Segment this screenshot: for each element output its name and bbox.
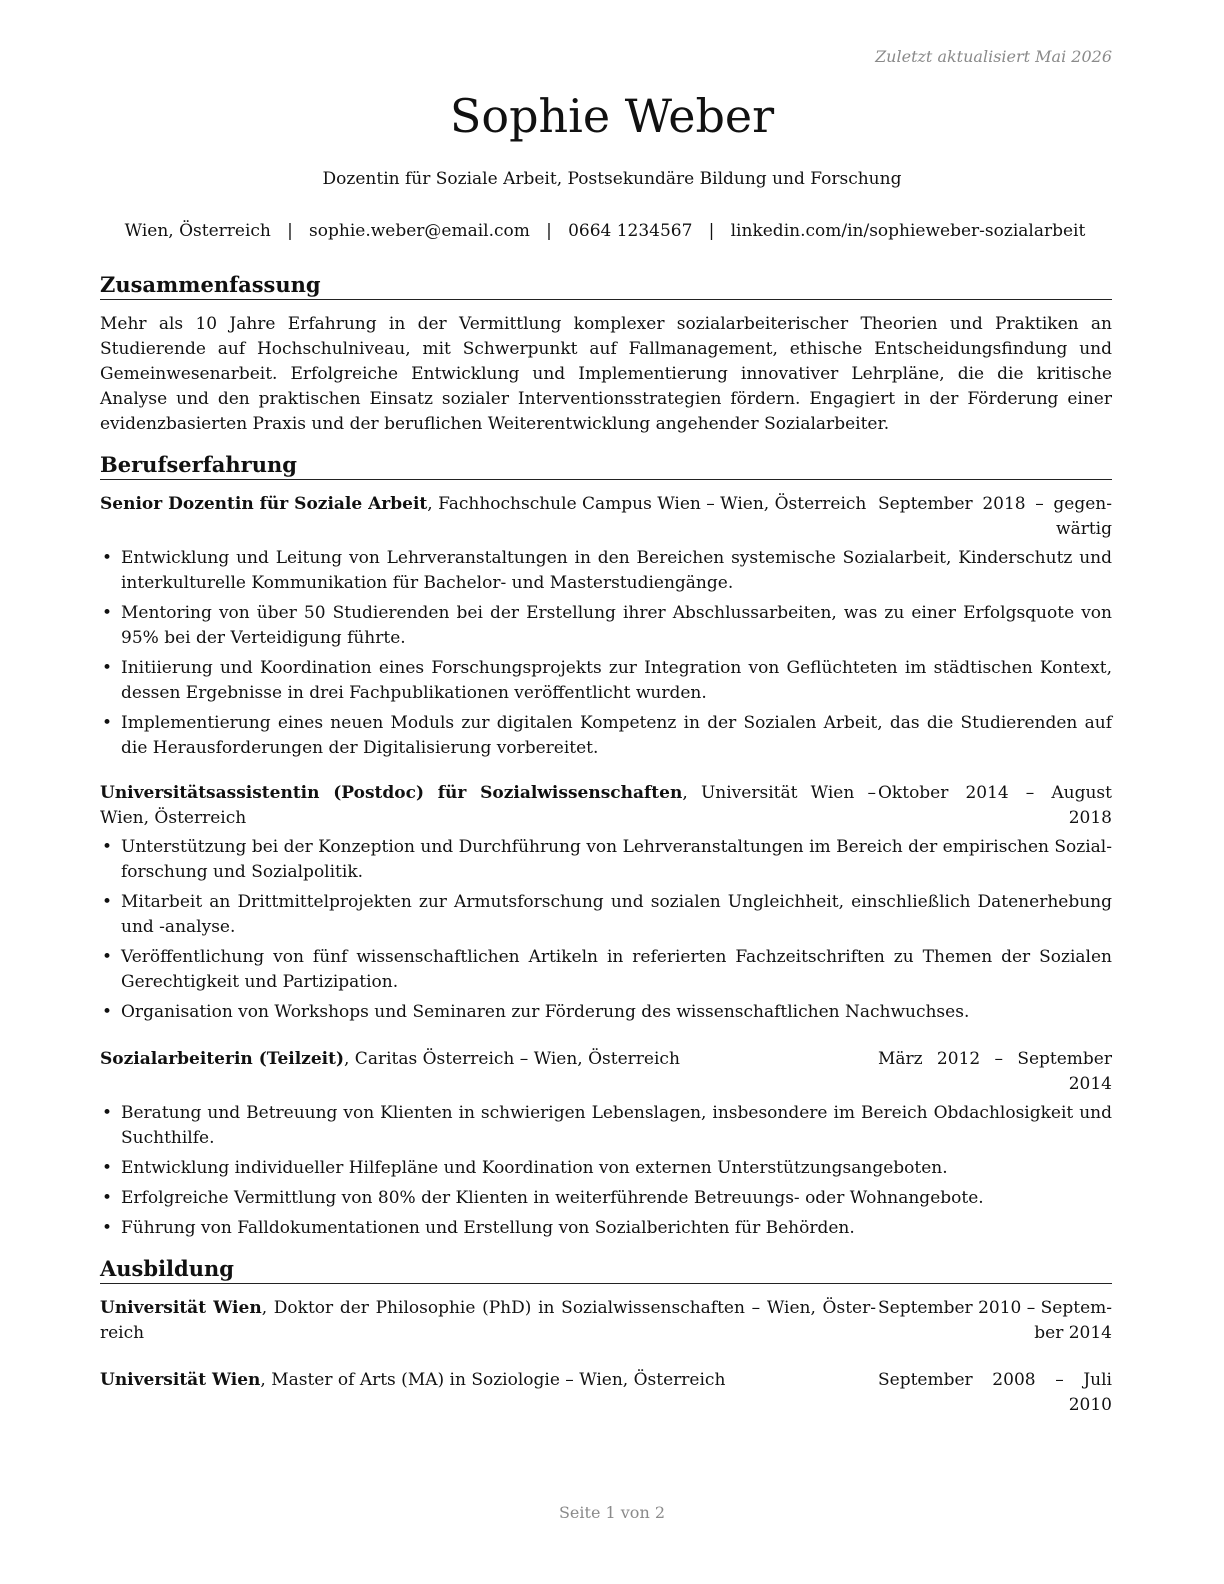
job-dates: September 2018 – gegenwärtig: [878, 494, 1112, 539]
degree-detail: , Master of Arts (MA) in Soziologie – Wien, Österreich: [260, 1370, 726, 1390]
section-title-summary: Zusammenfassung: [100, 271, 1112, 300]
bullet-item: • Unterstützung bei der Konzeption und Durchführung von Lehrveranstaltungen im Bereich der empirischen Sozialforschung und Sozialpolitik.: [100, 835, 1112, 885]
bullet-item: • Initiierung und Koordination eines Forschungsprojekts zur Integration von Geflüchteten im städtischen Kontext, dessen Ergebnisse in drei Fachpublikationen veröffentlicht wurden.: [100, 656, 1112, 706]
job-dates: Oktober 2014 – August 2018: [878, 783, 1112, 828]
contact-phone[interactable]: 0664 1234567: [568, 221, 693, 241]
experience-entry: [100, 781, 1112, 1025]
contact-separator: |: [708, 221, 715, 241]
candidate-name: Sophie Weber: [449, 89, 775, 143]
contact-location: Wien, Österreich: [124, 221, 271, 241]
last-updated-note: Zuletzt aktualisiert Mai 2026: [875, 47, 1112, 66]
bullet-item: • Veröffentlichung von fünf wissenschaftlichen Artikeln in referierten Fachzeitschriften zu Themen der Sozialen Gerechtigkeit und Partizipation.: [100, 945, 1112, 995]
experience-entry: [100, 1047, 1112, 1241]
school-name: Universität Wien: [100, 1298, 262, 1318]
section-title-experience: Berufserfahrung: [100, 451, 1112, 480]
school-name: Universität Wien: [100, 1370, 261, 1390]
job-title: Universitätsassistentin (Postdoc) für Sozialwissenschaften: [100, 783, 683, 803]
page-number: Seite 1 von 2: [558, 1503, 666, 1522]
job-bullets: [100, 835, 1112, 1025]
section-title-education: Ausbildung: [100, 1255, 1112, 1284]
contact-line: [0, 219, 1210, 244]
bullet-item: • Implementierung eines neuen Moduls zur digitalen Kompetenz in der Sozialen Arbeit, das die Studierenden auf die Herausforderungen der Digitalisierung vorbereitet.: [100, 711, 1112, 761]
bullet-item: • Mitarbeit an Drittmittelprojekten zur Armutsforschung und sozialen Ungleichheit, einschließlich Datenerhebung und -analyse.: [100, 890, 1112, 940]
contact-separator: |: [287, 221, 293, 241]
job-dates: März 2012 – September 2014: [878, 1049, 1112, 1094]
contact-linkedin-link[interactable]: linkedin.com/in/sophieweber-sozialarbeit: [730, 221, 1086, 241]
bullet-item: • Beratung und Betreuung von Klienten in schwierigen Lebenslagen, insbesondere im Bereich Obdachlosigkeit und Suchthilfe.: [100, 1101, 1112, 1151]
contact-separator: |: [546, 221, 552, 241]
resume-body: [100, 271, 1112, 1430]
bullet-item: • Führung von Falldokumentationen und Erstellung von Sozialberichten für Behörden.: [100, 1216, 1112, 1241]
bullet-item: • Entwicklung individueller Hilfepläne und Koordination von externen Unterstützungsangeboten.: [100, 1156, 1112, 1181]
job-organization: , Universität Wien – Wien, Österreich: [100, 783, 876, 828]
experience-entry: [100, 492, 1112, 761]
candidate-headline: Dozentin für Soziale Arbeit, Postsekundäre Bildung und Forschung: [322, 169, 902, 189]
job-organization: , Caritas Österreich – Wien, Österreich: [344, 1049, 680, 1069]
bullet-item: • Mentoring von über 50 Studierenden bei der Erstellung ihrer Abschlussarbeiten, was zu einer Erfolgsquote von 95% bei der Verteidigung führte.: [100, 601, 1112, 651]
job-bullets: [100, 546, 1112, 761]
job-title: Sozialarbeiterin (Teilzeit): [100, 1049, 344, 1069]
education-entry: [100, 1368, 1112, 1418]
bullet-item: • Erfolgreiche Vermittlung von 80% der Klienten in weiterführende Betreuungs- oder Wohnangebote.: [100, 1186, 1112, 1211]
education-entry: [100, 1296, 1112, 1346]
job-organization: , Fachhochschule Campus Wien – Wien, Österreich: [427, 494, 867, 514]
education-dates: September 2008 – Juli 2010: [878, 1370, 1112, 1415]
contact-email[interactable]: sophie.weber@email.com: [309, 221, 530, 241]
job-bullets: [100, 1101, 1112, 1241]
degree-detail: , Doktor der Philosophie (PhD) in Sozialwissenschaften – Wien, Österreich: [100, 1298, 876, 1343]
bullet-item: • Entwicklung und Leitung von Lehrveranstaltungen in den Bereichen systemische Sozialarbeit, Kinderschutz und interkulturelle Kommunikation für Bachelor- und Masterstudiengänge.: [100, 546, 1112, 596]
summary-text: Mehr als 10 Jahre Erfahrung in der Vermittlung komplexer sozialarbeiterischer Theorien und Praktiken an Studierende auf Hochschulniveau, mit Schwerpunkt auf Fallmanagement, ethische Entscheidungsfindung und Gemeinwesenarbeit. Erfolgreiche Entwicklung und Implementierung innovativer Lehrpläne, die die kritische Analyse und den praktischen Einsatz sozialer Interventionsstrategien fördern. Engagiert in der Förderung einer evidenzbasierten Praxis und der beruflichen Weiterentwicklung angehender Sozialarbeiter.: [100, 314, 1112, 434]
job-title: Senior Dozentin für Soziale Arbeit: [100, 494, 428, 514]
bullet-item: • Organisation von Workshops und Seminaren zur Förderung des wissenschaftlichen Nachwuchses.: [100, 1000, 1112, 1025]
education-dates: September 2010 – September 2014: [878, 1298, 1112, 1343]
